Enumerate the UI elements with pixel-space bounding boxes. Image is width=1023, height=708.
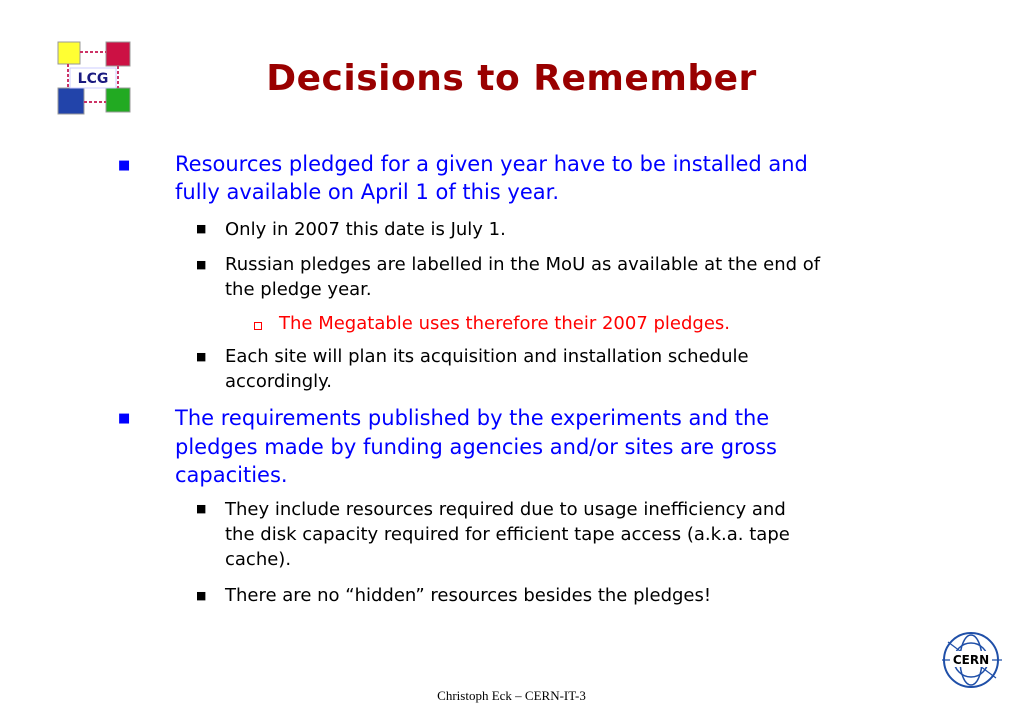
lcg-logo-text: LCG [77,71,109,87]
bullet-1-line-1: Resources pledged for a given year have to be installed and [175,152,808,176]
bullet-marker: ■ [118,158,131,173]
bullet-2-line-1: The requirements published by the experiments and the [175,406,770,430]
sub-bullet-2-1-line-2: the disk capacity required for efficient tape access (a.k.a. tape [225,524,790,545]
sub-bullet-1-1: Only in 2007 this date is July 1. [225,219,506,240]
sub-sub-bullet-marker [254,322,262,330]
footer: Christoph Eck – CERN-IT-3 [437,688,586,703]
sub-bullet-2-1-line-3: cache). [225,549,292,570]
bullet-2-line-2: pledges made by funding agencies and/or sites are gross [175,435,777,459]
sub-bullet-1-2-line-2: the pledge year. [225,279,372,300]
sub-bullet-1-3-line-2: accordingly. [225,371,332,392]
cern-logo [940,628,1004,692]
bullet-marker: ■ [118,411,131,426]
slide-title: Decisions to Remember [266,58,757,99]
sub-bullet-1-2-line-1: Russian pledges are labelled in the MoU as available at the end of [225,254,821,275]
sub-bullet-marker: ■ [196,222,207,235]
sub-bullet-marker: ■ [196,502,207,515]
bullet-1-line-2: fully available on April 1 of this year. [175,180,559,204]
sub-bullet-2-2: There are no “hidden” resources besides the pledges! [225,585,712,606]
cern-logo-text: CERN [952,653,990,667]
sub-bullet-1-3-line-1: Each site will plan its acquisition and installation schedule [225,346,749,367]
sub-sub-bullet-1: The Megatable uses therefore their 2007 pledges. [279,313,731,334]
sub-bullet-marker: ■ [196,589,207,602]
bullet-2-line-3: capacities. [175,463,288,487]
sub-bullet-marker: ■ [196,258,207,271]
sub-bullet-marker: ■ [196,350,207,363]
sub-bullet-2-1-line-1: They include resources required due to usage inefficiency and [225,499,786,520]
